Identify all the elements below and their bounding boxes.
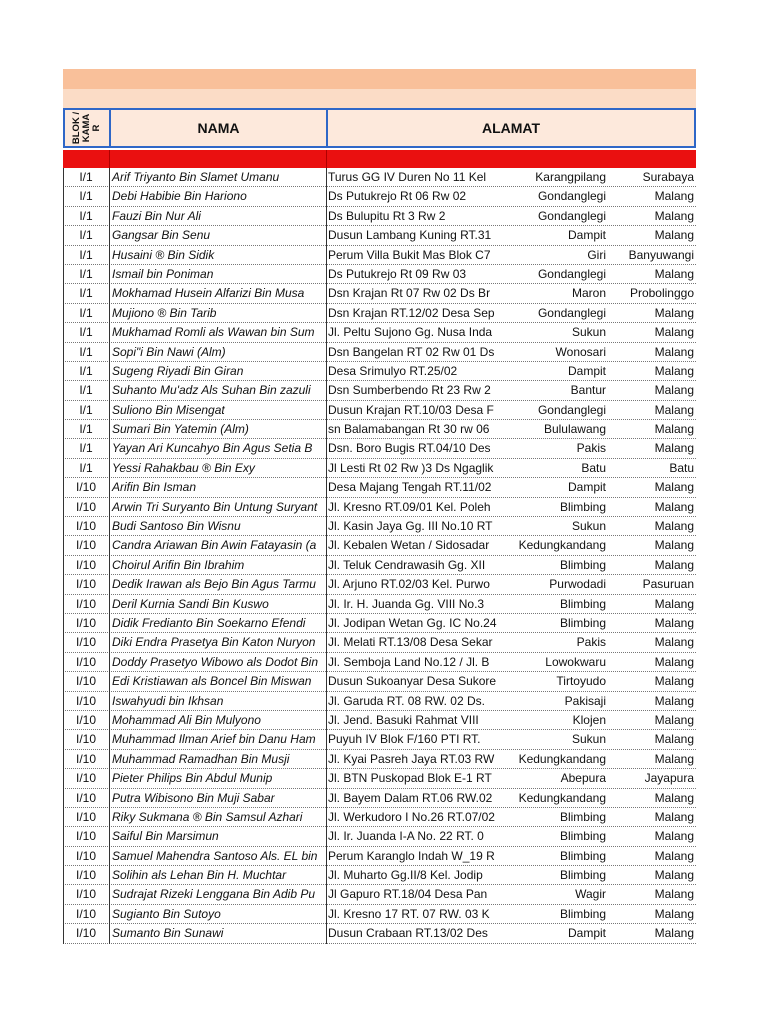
cell-kota[interactable]: Malang [654,926,694,941]
cell-alamat[interactable]: Dusun Lambang Kuning RT.31 [326,226,498,245]
cell-nama[interactable]: Mokhamad Husein Alfarizi Bin Musa [109,284,328,303]
cell-nama[interactable]: Didik Fredianto Bin Soekarno Efendi [109,614,328,633]
cell-alamat[interactable]: Jl. Bayem Dalam RT.06 RW.02 [326,789,498,808]
cell-alamat[interactable]: Turus GG IV Duren No 11 Kel [326,168,498,187]
table-row[interactable] [63,284,696,303]
cell-kecamatan[interactable]: Sukun [571,519,606,534]
cell-kota[interactable]: Probolinggo [629,286,694,301]
cell-kecamatan[interactable]: Kedungkandang [518,790,606,805]
table-row[interactable] [63,692,696,711]
cell-nama[interactable]: Mukhamad Romli als Wawan bin Sum [109,323,328,342]
cell-nama[interactable]: Deril Kurnia Sandi Bin Kuswo [109,595,328,614]
cell-kota[interactable]: Malang [654,790,694,805]
cell-alamat[interactable]: Jl. Kresno RT.09/01 Kel. Poleh [326,498,498,517]
cell-kecamatan[interactable]: Klojen [572,712,606,727]
cell-alamat[interactable]: Jl. Ir. H. Juanda Gg. VIII No.3 [326,595,498,614]
cell-nama[interactable]: Solihin als Lehan Bin H. Muchtar [109,866,328,885]
table-row[interactable] [63,653,696,672]
cell-blok[interactable]: I/10 [63,575,108,594]
cell-alamat[interactable]: Jl. Kebalen Wetan / Sidosadar [326,536,498,555]
cell-alamat[interactable]: Ds Putukrejo Rt 09 Rw 03 [326,265,498,284]
cell-blok[interactable]: I/1 [63,207,108,226]
cell-nama[interactable]: Edi Kristiawan als Boncel Bin Miswan [109,672,328,691]
cell-kota[interactable]: Malang [654,305,694,320]
cell-kecamatan[interactable]: Abepura [560,771,606,786]
cell-nama[interactable]: Diki Endra Prasetya Bin Katon Nuryon [109,633,328,652]
cell-kota[interactable]: Malang [654,868,694,883]
table-row[interactable] [63,614,696,633]
header-cell-alamat[interactable] [328,110,694,146]
cell-blok[interactable]: I/1 [63,401,108,420]
cell-kota[interactable]: Malang [654,654,694,669]
cell-blok[interactable]: I/10 [63,478,108,497]
cell-alamat[interactable]: Jl Gapuro RT.18/04 Desa Pan [326,885,498,904]
cell-alamat[interactable]: Ds Putukrejo Rt 06 Rw 02 [326,187,498,206]
cell-kota[interactable]: Malang [654,809,694,824]
cell-alamat[interactable]: Jl. Melati RT.13/08 Desa Sekar [326,633,498,652]
cell-alamat[interactable]: Dusun Krajan RT.10/03 Desa F [326,401,498,420]
cell-kecamatan[interactable]: Blimbing [559,809,606,824]
cell-nama[interactable]: Sugeng Riyadi Bin Giran [109,362,328,381]
cell-alamat[interactable]: Dsn Sumberbendo Rt 23 Rw 2 [326,381,498,400]
cell-nama[interactable]: Mohammad Ali Bin Mulyono [109,711,328,730]
header-cell-nama[interactable] [111,110,328,146]
table-row[interactable] [63,595,696,614]
cell-kecamatan[interactable]: Batu [581,460,606,475]
cell-alamat[interactable]: Dusun Crabaan RT.13/02 Des [326,924,498,943]
cell-kecamatan[interactable]: Dampit [567,926,606,941]
cell-blok[interactable]: I/1 [63,362,108,381]
cell-kecamatan[interactable]: Blimbing [559,848,606,863]
cell-kota[interactable]: Malang [654,674,694,689]
table-row[interactable] [63,498,696,517]
cell-kota[interactable]: Malang [654,383,694,398]
cell-kota[interactable]: Malang [654,344,694,359]
table-row[interactable] [63,323,696,342]
cell-kecamatan[interactable]: Bantur [570,383,606,398]
cell-nama[interactable]: Fauzi Bin Nur Ali [109,207,328,226]
cell-alamat[interactable]: Jl. Ir. Juanda I-A No. 22 RT. 0 [326,827,498,846]
cell-nama[interactable]: Choirul Arifin Bin Ibrahim [109,556,328,575]
cell-kecamatan[interactable]: Gondanglegi [537,266,606,281]
cell-kota[interactable]: Malang [654,887,694,902]
cell-alamat[interactable]: Jl. Peltu Sujono Gg. Nusa Inda [326,323,498,342]
cell-kecamatan[interactable]: Gondanglegi [537,189,606,204]
cell-alamat[interactable]: Desa Majang Tengah RT.11/02 [326,478,498,497]
cell-kota[interactable]: Pasuruan [642,577,694,592]
title-band [63,69,696,89]
cell-kecamatan[interactable]: Blimbing [559,868,606,883]
table-row[interactable] [63,633,696,652]
cell-blok[interactable]: I/1 [63,323,108,342]
cell-nama[interactable]: Sumanto Bin Sunawi [109,924,328,943]
cell-blok[interactable]: I/10 [63,730,108,749]
cell-nama[interactable]: Muhammad Ilman Arief bin Danu Ham [109,730,328,749]
cell-nama[interactable]: Pieter Philips Bin Abdul Munip [109,769,328,788]
cell-blok[interactable]: I/1 [63,226,108,245]
cell-nama[interactable]: Mujiono ® Bin Tarib [109,304,328,323]
cell-nama[interactable]: Budi Santoso Bin Wisnu [109,517,328,536]
cell-kecamatan[interactable]: Dampit [567,228,606,243]
cell-kota[interactable]: Malang [654,538,694,553]
cell-alamat[interactable]: Jl. Arjuno RT.02/03 Kel. Purwo [326,575,498,594]
header-row [63,108,696,148]
cell-alamat[interactable]: Dsn Bangelan RT 02 Rw 01 Ds [326,343,498,362]
table-row[interactable] [63,769,696,788]
cell-nama[interactable]: Ismail bin Poniman [109,265,328,284]
table-row[interactable] [63,304,696,323]
cell-kota[interactable]: Surabaya [642,170,694,184]
cell-kecamatan[interactable]: Tirtoyudo [556,674,606,689]
cell-nama[interactable]: Arwin Tri Suryanto Bin Untung Suryant [109,498,328,517]
red-row-divider [109,150,110,168]
cell-kecamatan[interactable]: Gondanglegi [537,305,606,320]
table-row[interactable] [63,808,696,827]
cell-kecamatan[interactable]: Kedungkandang [518,751,606,766]
cell-kota[interactable]: Malang [654,325,694,340]
cell-kota[interactable]: Jayapura [644,771,694,786]
table-row[interactable] [63,362,696,381]
cell-nama[interactable]: Arif Triyanto Bin Slamet Umanu [109,168,328,187]
table-row[interactable] [63,885,696,904]
cell-blok[interactable]: I/10 [63,517,108,536]
table-row[interactable] [63,866,696,885]
header-alamat-label: ALAMAT [481,120,541,136]
cell-nama[interactable]: Muhammad Ramadhan Bin Musji [109,750,328,769]
table-row[interactable] [63,924,696,943]
cell-kota[interactable]: Batu [669,460,694,475]
cell-kota[interactable]: Malang [654,906,694,921]
cell-blok[interactable]: I/1 [63,265,108,284]
cell-blok[interactable]: I/10 [63,847,108,866]
cell-nama[interactable]: Sugianto Bin Sutoyo [109,905,328,924]
cell-kota[interactable]: Malang [654,519,694,534]
cell-kota[interactable]: Malang [654,557,694,572]
cell-alamat[interactable]: Jl. Kyai Pasreh Jaya RT.03 RW [326,750,498,769]
table-row[interactable] [63,536,696,555]
table-row[interactable] [63,459,696,478]
cell-alamat[interactable]: sn Balamabangan Rt 30 rw 06 [326,420,498,439]
cell-kecamatan[interactable]: Maron [571,286,606,301]
cell-alamat[interactable]: Jl. Teluk Cendrawasih Gg. XII [326,556,498,575]
table-row[interactable] [63,207,696,226]
cell-nama[interactable]: Riky Sukmana ® Bin Samsul Azhari [109,808,328,827]
cell-blok[interactable]: I/1 [63,343,108,362]
table-row[interactable] [63,381,696,400]
table-row[interactable] [63,401,696,420]
spreadsheet [63,69,696,944]
cell-kecamatan[interactable]: Blimbing [559,829,606,844]
cell-alamat[interactable]: Ds Bulupitu Rt 3 Rw 2 [326,207,498,226]
cell-blok[interactable]: I/1 [63,168,108,187]
table-row[interactable] [63,672,696,691]
table-row[interactable] [63,187,696,206]
header-blok-label: BLOK / KAMA R [71,111,102,145]
cell-blok[interactable]: I/10 [63,750,108,769]
cell-kota[interactable]: Malang [654,499,694,514]
cell-nama[interactable]: Suhanto Mu'adz Als Suhan Bin zazuli [109,381,328,400]
cell-kecamatan[interactable]: Wagir [575,887,606,902]
cell-blok[interactable]: I/10 [63,672,108,691]
cell-kota[interactable]: Malang [654,266,694,281]
cell-blok[interactable]: I/10 [63,905,108,924]
table-row[interactable] [63,750,696,769]
cell-blok[interactable]: I/10 [63,769,108,788]
cell-blok[interactable]: I/10 [63,789,108,808]
cell-nama[interactable]: Doddy Prasetyo Wibowo als Dodot Bin [109,653,328,672]
cell-kecamatan[interactable]: Dampit [567,480,606,495]
cell-blok[interactable]: I/10 [63,595,108,614]
table-row[interactable] [63,730,696,749]
cell-kecamatan[interactable]: Blimbing [559,557,606,572]
cell-nama[interactable]: Suliono Bin Misengat [109,401,328,420]
cell-nama[interactable]: Yessi Rahakbau ® Bin Exy [109,459,328,478]
cell-alamat[interactable]: Jl. Garuda RT. 08 RW. 02 Ds. [326,692,498,711]
cell-blok[interactable]: I/10 [63,633,108,652]
cell-nama[interactable]: Putra Wibisono Bin Muji Sabar [109,789,328,808]
cell-blok[interactable]: I/1 [63,459,108,478]
cell-alamat[interactable]: Jl. Kasin Jaya Gg. III No.10 RT [326,517,498,536]
table-row[interactable] [63,265,696,284]
header-cell-blok[interactable] [65,110,111,146]
cell-kota[interactable]: Malang [654,615,694,630]
cell-blok[interactable]: I/10 [63,536,108,555]
table-row[interactable] [63,439,696,458]
cell-kecamatan[interactable]: Kedungkandang [518,538,606,553]
data-rows [63,168,696,944]
cell-kecamatan[interactable]: Gondanglegi [537,208,606,223]
cell-alamat[interactable]: Jl. Werkudoro I No.26 RT.07/02 [326,808,498,827]
cell-alamat[interactable]: Jl. Muharto Gg.II/8 Kel. Jodip [326,866,498,885]
cell-kecamatan[interactable]: Pakis [576,441,606,456]
cell-blok[interactable]: I/10 [63,885,108,904]
cell-kecamatan[interactable]: Giri [587,247,606,262]
cell-kota[interactable]: Malang [654,635,694,650]
cell-kota[interactable]: Malang [654,712,694,727]
table-row[interactable] [63,575,696,594]
cell-alamat[interactable]: Dsn Krajan Rt 07 Rw 02 Ds Br [326,284,498,303]
cell-kecamatan[interactable]: Bululawang [543,422,606,437]
cell-blok[interactable]: I/10 [63,827,108,846]
table-row[interactable] [63,827,696,846]
cell-kecamatan[interactable]: Karangpilang [535,170,606,184]
cell-nama[interactable]: Sopi"i Bin Nawi (Alm) [109,343,328,362]
table-row[interactable] [63,556,696,575]
cell-kecamatan[interactable]: Dampit [567,363,606,378]
cell-alamat[interactable]: Jl Lesti Rt 02 Rw )3 Ds Ngaglik [326,459,498,478]
cell-kecamatan[interactable]: Sukun [571,732,606,747]
cell-kecamatan[interactable]: Purwodadi [549,577,606,592]
cell-blok[interactable]: I/1 [63,381,108,400]
cell-nama[interactable]: Yayan Ari Kuncahyo Bin Agus Setia B [109,439,328,458]
cell-nama[interactable]: Samuel Mahendra Santoso Als. EL bin [109,847,328,866]
cell-kecamatan[interactable]: Pakisaji [564,693,606,708]
cell-kecamatan[interactable]: Blimbing [559,615,606,630]
cell-alamat[interactable]: Jl. Semboja Land No.12 / Jl. B [326,653,498,672]
cell-kecamatan[interactable]: Sukun [571,325,606,340]
header-nama-label: NAMA [197,120,240,136]
cell-blok[interactable]: I/10 [63,498,108,517]
cell-kecamatan[interactable]: Lowokwaru [545,654,606,669]
cell-kota[interactable]: Malang [654,829,694,844]
cell-kecamatan[interactable]: Blimbing [559,499,606,514]
cell-alamat[interactable]: Perum Villa Bukit Mas Blok C7 [326,246,498,265]
table-row[interactable] [63,905,696,924]
cell-kecamatan[interactable]: Blimbing [559,906,606,921]
table-row[interactable] [63,711,696,730]
table-row[interactable] [63,789,696,808]
cell-alamat[interactable]: Jl. Jodipan Wetan Gg. IC No.24 [326,614,498,633]
cell-kota[interactable]: Malang [654,208,694,223]
cell-kota[interactable]: Malang [654,693,694,708]
table-row[interactable] [63,168,696,187]
cell-blok[interactable]: I/10 [63,808,108,827]
cell-kota[interactable]: Malang [654,732,694,747]
cell-kota[interactable]: Malang [654,422,694,437]
table-row[interactable] [63,847,696,866]
cell-blok[interactable]: I/10 [63,866,108,885]
cell-blok[interactable]: I/10 [63,556,108,575]
cell-blok[interactable]: I/1 [63,420,108,439]
subtitle-band [63,89,696,108]
cell-kecamatan[interactable]: Blimbing [559,596,606,611]
cell-alamat[interactable]: Jl. BTN Puskopad Blok E-1 RT [326,769,498,788]
cell-kota[interactable]: Malang [654,751,694,766]
cell-alamat[interactable]: Jl. Jend. Basuki Rahmat VIII [326,711,498,730]
cell-alamat[interactable]: Dsn. Boro Bugis RT.04/10 Des [326,439,498,458]
cell-kota[interactable]: Malang [654,480,694,495]
cell-alamat[interactable]: Jl. Kresno 17 RT. 07 RW. 03 K [326,905,498,924]
table-row[interactable] [63,226,696,245]
cell-nama[interactable]: Saiful Bin Marsimun [109,827,328,846]
cell-nama[interactable]: Gangsar Bin Senu [109,226,328,245]
cell-nama[interactable]: Sumari Bin Yatemin (Alm) [109,420,328,439]
cell-nama[interactable]: Dedik Irawan als Bejo Bin Agus Tarmu [109,575,328,594]
cell-alamat[interactable]: Puyuh IV Blok F/160 PTI RT. [326,730,498,749]
cell-nama[interactable]: Husaini ® Bin Sidik [109,246,328,265]
cell-blok[interactable]: I/1 [63,284,108,303]
red-separator-row [63,150,696,168]
cell-alamat[interactable]: Dsn Krajan RT.12/02 Desa Sep [326,304,498,323]
cell-blok[interactable]: I/10 [63,653,108,672]
cell-nama[interactable]: Debi Habibie Bin Hariono [109,187,328,206]
cell-kota[interactable]: Malang [654,441,694,456]
cell-blok[interactable]: I/10 [63,924,108,943]
table-row[interactable] [63,246,696,265]
cell-nama[interactable]: Iswahyudi bin Ikhsan [109,692,328,711]
cell-alamat[interactable]: Perum Karanglo Indah W_19 R [326,847,498,866]
cell-nama[interactable]: Candra Ariawan Bin Awin Fatayasin (a [109,536,328,555]
cell-nama[interactable]: Arifin Bin Isman [109,478,328,497]
cell-kecamatan[interactable]: Wonosari [555,344,606,359]
cell-kecamatan[interactable]: Pakis [576,635,606,650]
cell-blok[interactable]: I/1 [63,246,108,265]
table-row[interactable] [63,517,696,536]
cell-blok[interactable]: I/10 [63,692,108,711]
cell-kota[interactable]: Malang [654,596,694,611]
cell-nama[interactable]: Sudrajat Rizeki Lenggana Bin Adib Pu [109,885,328,904]
cell-kecamatan[interactable]: Gondanglegi [537,402,606,417]
cell-blok[interactable]: I/10 [63,711,108,730]
cell-alamat[interactable]: Desa Srimulyo RT.25/02 [326,362,498,381]
cell-blok[interactable]: I/10 [63,614,108,633]
cell-kota[interactable]: Malang [654,848,694,863]
cell-kota[interactable]: Malang [654,189,694,204]
cell-alamat[interactable]: Dusun Sukoanyar Desa Sukore [326,672,498,691]
cell-kota[interactable]: Banyuwangi [628,247,694,262]
red-row-divider [326,150,327,168]
cell-kota[interactable]: Malang [654,363,694,378]
cell-kota[interactable]: Malang [654,402,694,417]
table-row[interactable] [63,478,696,497]
table-row[interactable] [63,420,696,439]
cell-blok[interactable]: I/1 [63,304,108,323]
cell-blok[interactable]: I/1 [63,439,108,458]
cell-kota[interactable]: Malang [654,228,694,243]
cell-blok[interactable]: I/1 [63,187,108,206]
table-row[interactable] [63,343,696,362]
